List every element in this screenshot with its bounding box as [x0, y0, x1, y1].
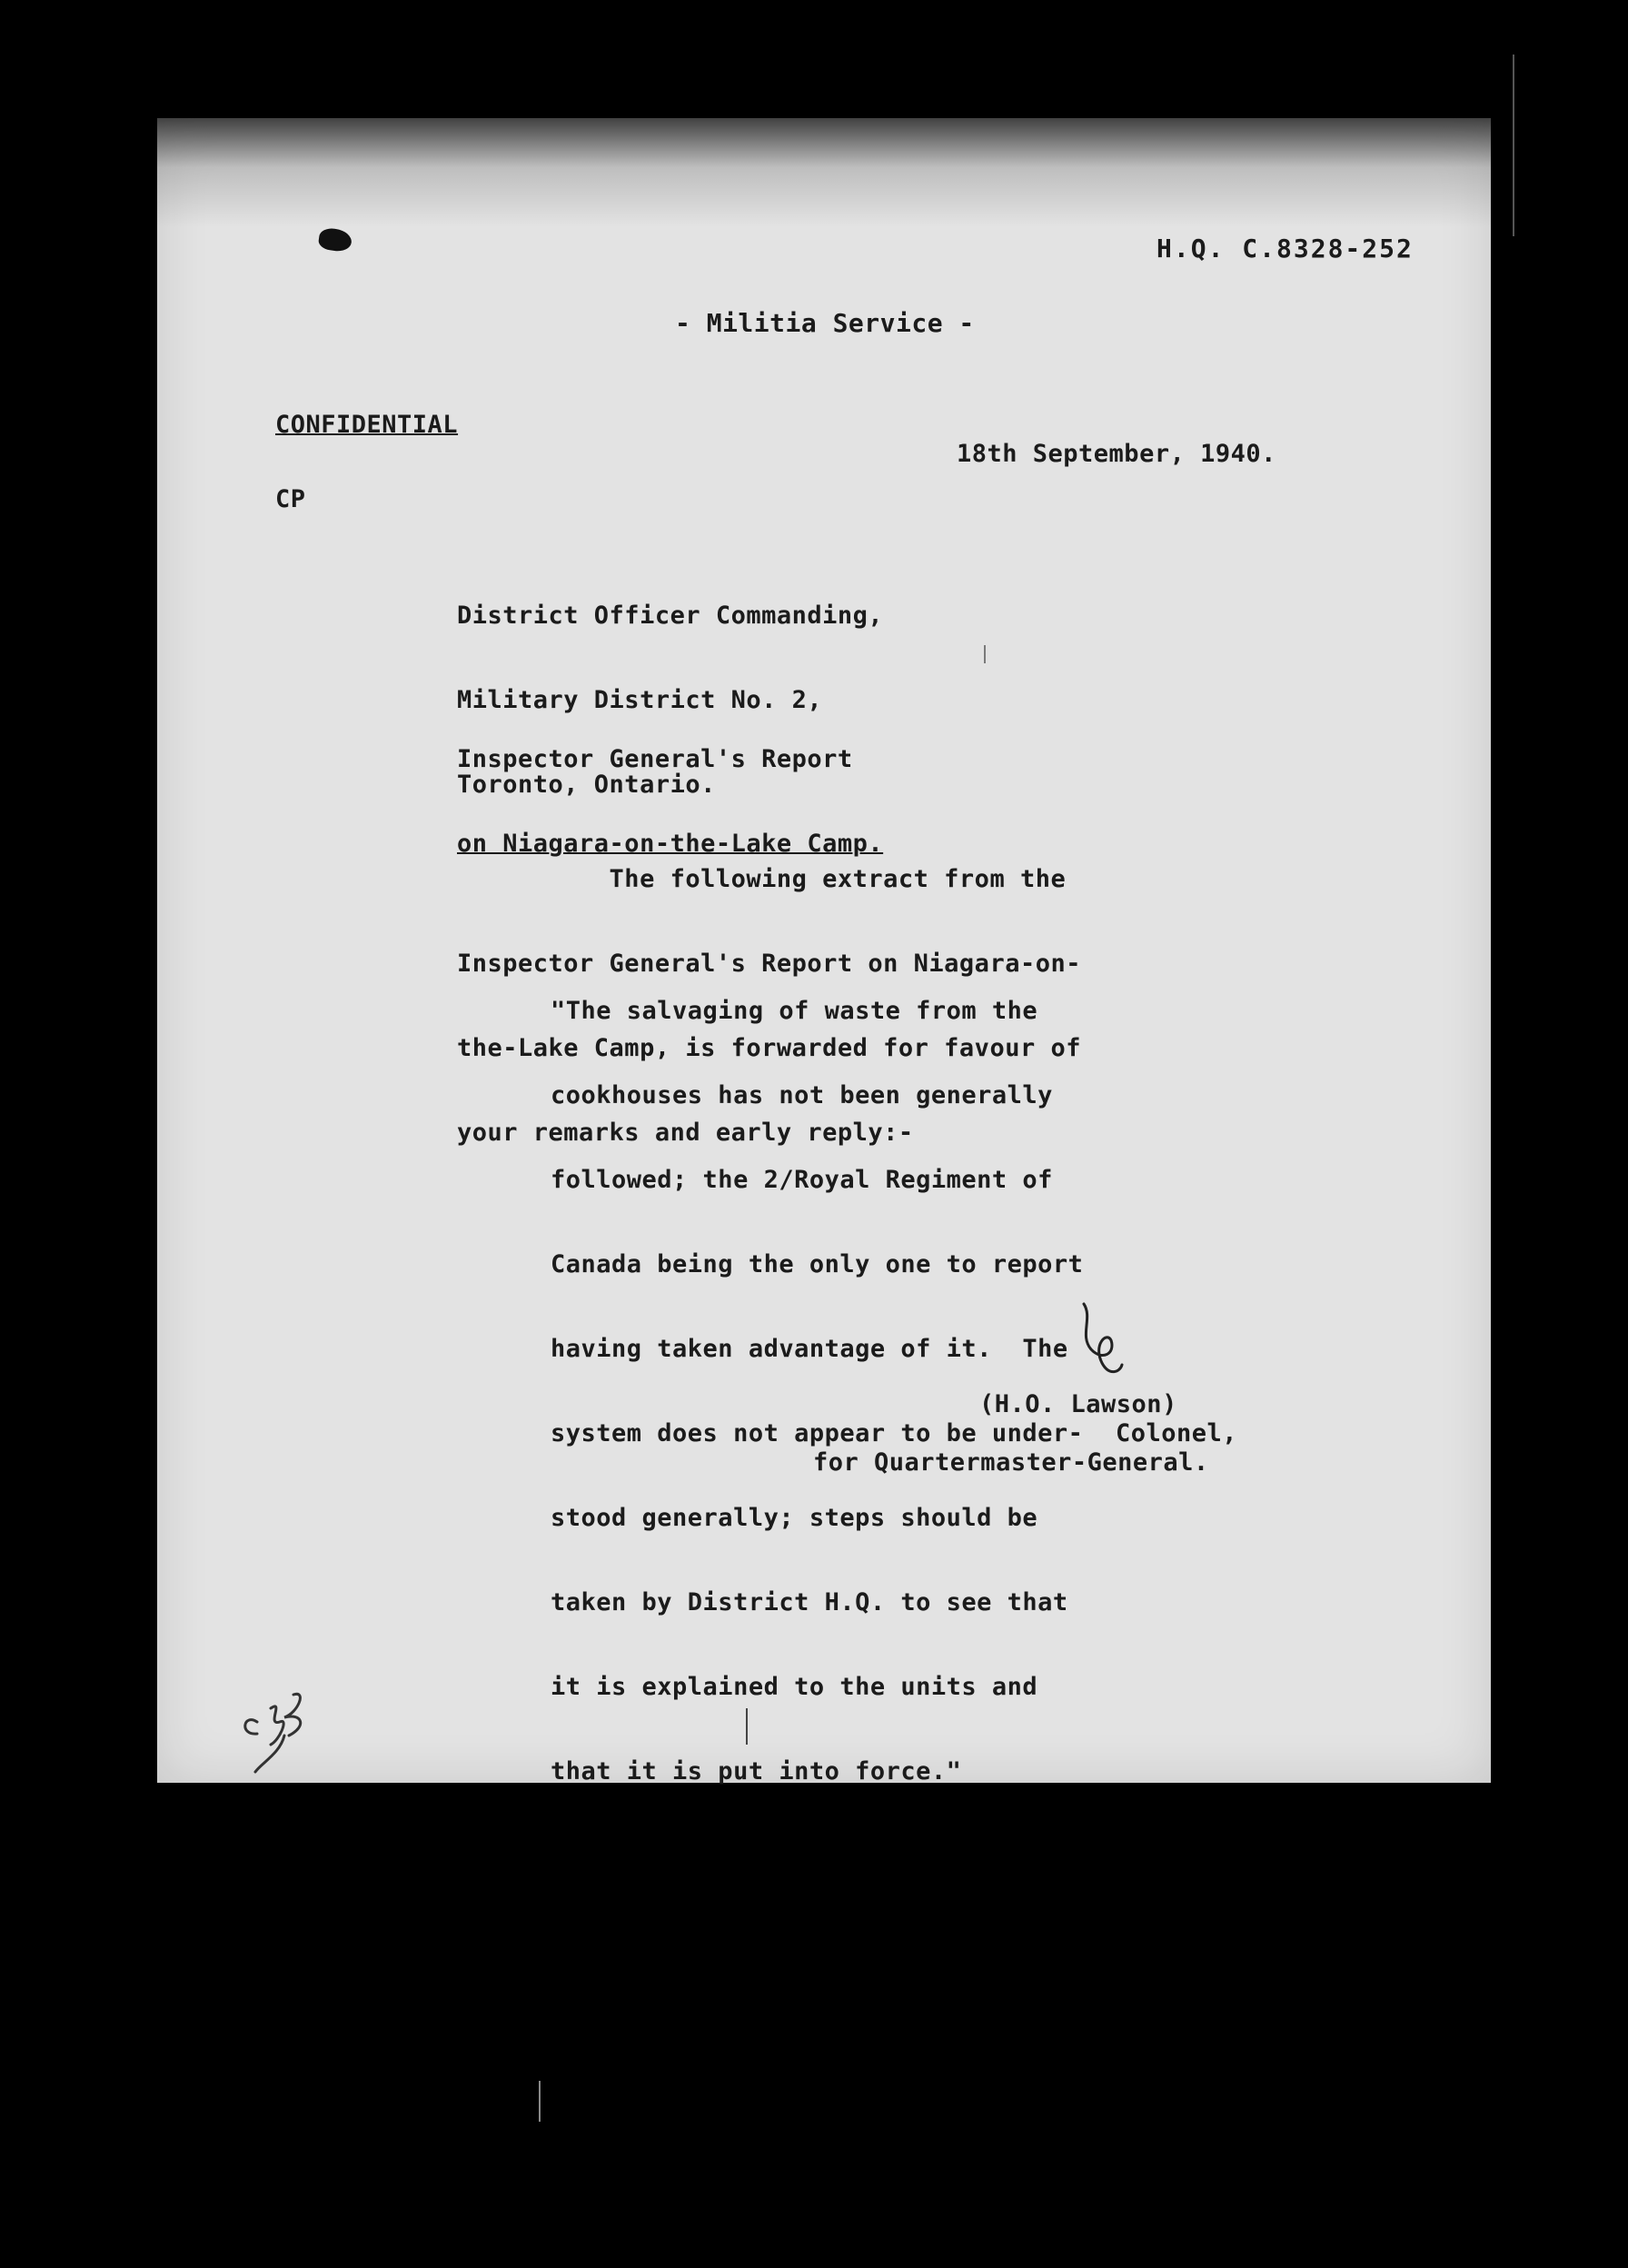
scan-edge: [1513, 55, 1514, 236]
signatory-rank: Colonel,: [1116, 1419, 1238, 1447]
handwritten-initial: [1066, 1299, 1138, 1390]
handwritten-pencil-note: [230, 1672, 366, 1781]
document-page: [157, 118, 1491, 1786]
quote-line: followed; the 2/Royal Regiment of: [551, 1166, 1053, 1194]
signatory-on-behalf: for Quartermaster-General.: [813, 1448, 1209, 1477]
paragraph-line: the-Lake Camp, is forwarded for favour of: [457, 1034, 1081, 1062]
subject-line-2: on Niagara-on-the-Lake Camp.: [457, 830, 884, 858]
quote-line: system does not appear to be under-: [551, 1419, 1084, 1447]
address-line: District Officer Commanding,: [457, 602, 884, 630]
scan-mark: [539, 2081, 541, 2122]
quote-line: it is explained to the units and: [551, 1673, 1038, 1701]
quote-line: cookhouses has not been generally: [551, 1081, 1053, 1109]
pencil-tick: [746, 1708, 748, 1745]
quote-line: "The salvaging of waste from the: [551, 997, 1038, 1025]
paragraph-line: your remarks and early reply:-: [457, 1119, 914, 1147]
scan-shadow: [157, 118, 1491, 227]
paragraph-line: The following extract from the: [457, 865, 1067, 893]
initials: CP: [275, 485, 306, 513]
pencil-tick: [984, 645, 986, 663]
quote-line: that it is put into force.": [551, 1757, 962, 1786]
quote-line: taken by District H.Q. to see that: [551, 1588, 1068, 1616]
quote-line: having taken advantage of it. The: [551, 1335, 1068, 1363]
classification-label: CONFIDENTIAL: [275, 411, 459, 439]
address-line: Military District No. 2,: [457, 686, 823, 714]
quote-line: Canada being the only one to report: [551, 1250, 1084, 1278]
address-line: Toronto, Ontario.: [457, 771, 716, 799]
quote-line: stood generally; steps should be: [551, 1504, 1038, 1532]
reference-number: H.Q. C.8328-252: [1156, 234, 1414, 264]
subject-line-1: Inspector General's Report: [457, 745, 853, 773]
paragraph-line: Inspector General's Report on Niagara-on-: [457, 950, 1081, 978]
signatory-name: (H.O. Lawson): [979, 1390, 1177, 1418]
service-heading: - Militia Service -: [675, 308, 975, 338]
ink-smudge: [318, 227, 353, 254]
letter-date: 18th September, 1940.: [957, 440, 1276, 468]
